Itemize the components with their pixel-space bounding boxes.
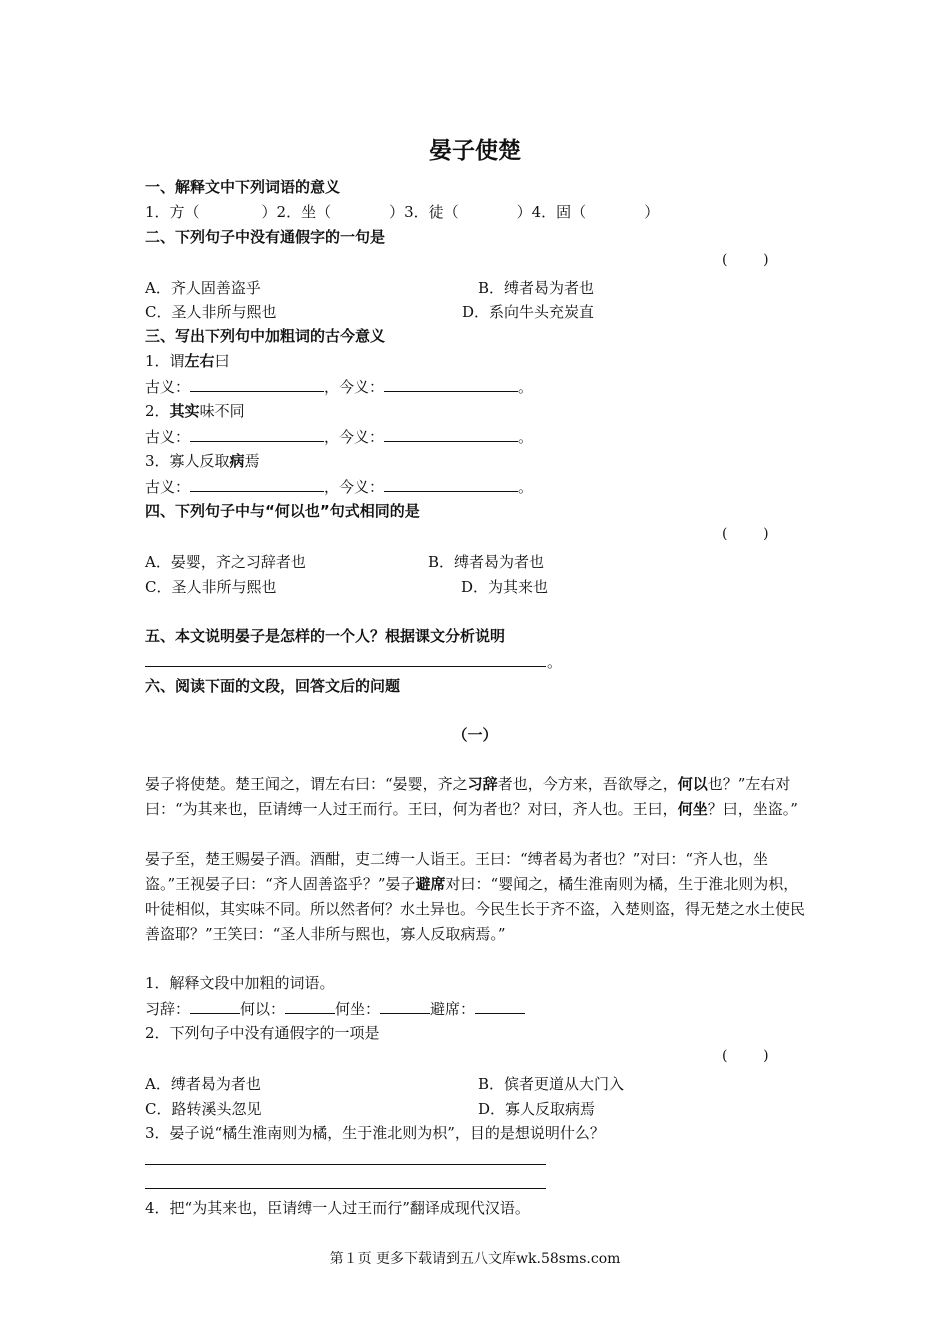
passage-paragraph-1: 晏子将使楚。楚王闻之，谓左右曰：“晏婴，齐之习辞者也，今方来，吾欲辱之，何以也？”左右对曰：“为其来也，臣请缚一人过王而行。王曰，何为者也？对曰，齐人也。王曰，何坐？曰，坐盗。” <box>145 775 798 818</box>
section-2-heading: 二、下列句子中没有通假字的一句是 <box>145 228 386 246</box>
section-4-heading: 四、下列句子中与“何以也”句式相同的是 <box>145 502 420 520</box>
option-d: D．为其来也 <box>461 578 549 596</box>
section-3-heading: 三、写出下列句中加粗词的古今意义 <box>145 327 386 345</box>
question-6-1: 1．解释文段中加粗的词语。 <box>145 974 335 992</box>
question-6-4: 4．把“为其来也，臣请缚一人过王而行”翻译成现代汉语。 <box>145 1199 530 1217</box>
question-3-2: 2．其实味不同 <box>145 402 245 420</box>
passage-paragraph-2: 晏子至，楚王赐晏子酒。酒酣，吏二缚一人诣王。王曰：“缚者曷为者也？”对曰：“齐人也，坐盗。”王视晏子曰：“齐人固善盗乎？”晏子避席对曰：“婴闻之，橘生淮南则为橘，生于淮北则为枳，叶徒相似，其实味不同。所以然者何？水土异也。今民生长于齐不盗，入楚则盗，得无楚之水土使民善盗耶？”王笑曰：“圣人非所与熙也，寡人反取病焉。” <box>145 850 806 943</box>
item-4-label: ）4．固（ <box>516 203 587 221</box>
blank-gu-3[interactable] <box>190 476 324 492</box>
blank-bixi[interactable] <box>475 998 525 1014</box>
meaning-line-3: 古义： ，今义： 。 <box>145 478 534 496</box>
item-3-label: ）3．徒（ <box>389 203 459 221</box>
section-1-items <box>145 202 659 222</box>
question-6-2: 2．下列句子中没有通假字的一项是 <box>145 1024 380 1042</box>
section-6-heading: 六、阅读下面的文段，回答文后的问题 <box>145 677 401 695</box>
passage-number: （一） <box>452 726 498 744</box>
question-6-1-blanks: 习辞： 何以： 何坐： 避席： <box>145 998 525 1019</box>
meaning-line-2: 古义： ，今义： 。 <box>145 428 534 446</box>
blank-jin-3[interactable] <box>384 476 518 492</box>
question-6-3: 3．晏子说“橘生淮南则为橘，生于淮北则为枳”，目的是想说明什么？ <box>145 1124 605 1142</box>
meaning-line-1: 古义： ，今义： 。 <box>145 378 534 396</box>
page-footer: 第１页 更多下载请到五八文库wk.58sms.com <box>329 1251 621 1267</box>
answer-paren: ( ) <box>722 1048 769 1064</box>
blank-gu-2[interactable] <box>190 426 324 442</box>
section-5-heading: 五、本文说明晏子是怎样的一个人？根据课文分析说明 <box>145 627 506 645</box>
item-1-label: 1．方（ <box>145 203 200 221</box>
option-b: B．缚者曷为者也 <box>478 279 595 297</box>
section-1-heading: 一、解释文中下列词语的意义 <box>145 178 341 196</box>
option-a: A．缚者曷为者也 <box>145 1075 261 1093</box>
page-title: 晏子使楚 <box>429 138 521 164</box>
option-b: B．缚者曷为者也 <box>428 553 545 571</box>
answer-line-2[interactable] <box>145 1188 546 1189</box>
answer-line-1[interactable] <box>145 1164 546 1165</box>
question-3-1: 1．谓左右曰 <box>145 352 230 370</box>
option-d: D．系向牛头充炭直 <box>462 303 595 321</box>
option-c: C．圣人非所与熙也 <box>145 303 277 321</box>
blank-hezuo[interactable] <box>380 998 430 1014</box>
question-3-3: 3．寡人反取病焉 <box>145 452 260 470</box>
option-c: C．路转溪头忽见 <box>145 1100 262 1118</box>
option-b: B．傧者更道从大门入 <box>478 1075 625 1093</box>
item-2-label: ）2．坐（ <box>261 203 332 221</box>
answer-paren: ( ) <box>722 252 769 268</box>
option-d: D．寡人反取病焉 <box>478 1100 596 1118</box>
answer-line[interactable] <box>145 666 546 667</box>
option-c: C．圣人非所与熙也 <box>145 578 277 596</box>
blank-jin-2[interactable] <box>384 426 518 442</box>
blank-jin-1[interactable] <box>384 376 518 392</box>
answer-paren: ( ) <box>722 526 769 542</box>
blank-gu-1[interactable] <box>190 376 324 392</box>
option-a: A．晏婴，齐之习辞者也 <box>145 553 306 571</box>
blank-xici[interactable] <box>190 998 240 1014</box>
option-a: A．齐人固善盗乎 <box>145 279 261 297</box>
period: 。 <box>547 653 563 671</box>
item-close: ） <box>644 203 660 221</box>
blank-heyi[interactable] <box>285 998 335 1014</box>
